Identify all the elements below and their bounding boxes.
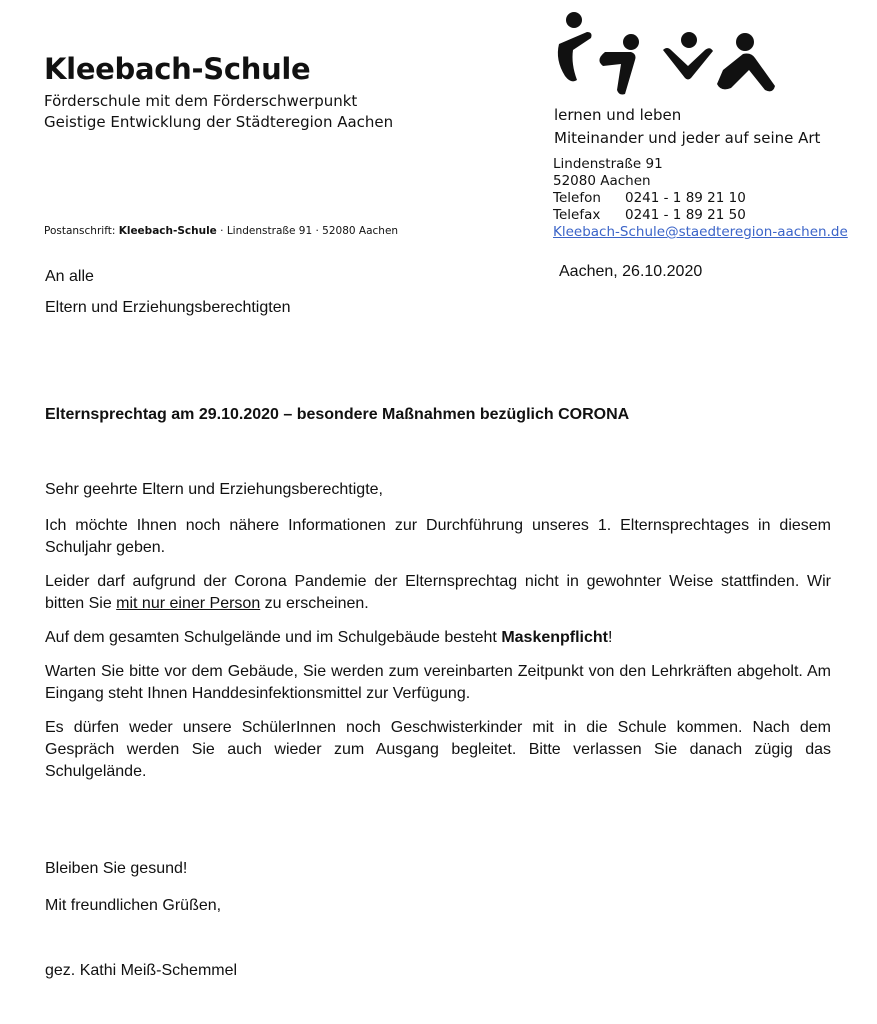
postal-street-city: · Lindenstraße 91 · 52080 Aachen [220, 225, 399, 237]
contact-block [553, 156, 848, 241]
paragraph-waiting: Warten Sie bitte vor dem Gebäude, Sie werden zum vereinbarten Zeitpunkt von den Lehrkräften abgeholt. Am Eingang steht Ihnen Handdesinfektionsmittel zur Verfügung. [45, 663, 831, 702]
contact-phone-row [553, 190, 848, 207]
school-subtitle-line1: Förderschule mit dem Förderschwerpunkt [44, 92, 358, 110]
four-figures-logo-icon [555, 8, 780, 96]
phone-number: 0241 - 1 89 21 10 [625, 190, 746, 206]
letter-date: Aachen, 26.10.2020 [559, 263, 703, 280]
school-subtitle-line2: Geistige Entwicklung der Städteregion Aachen [44, 113, 394, 131]
recipient-block [45, 261, 291, 323]
recipient-line1: An alle [45, 268, 94, 285]
letter-subject: Elternsprechtag am 29.10.2020 – besondere Maßnahmen bezüglich CORONA [45, 406, 630, 423]
email-link[interactable]: Kleebach-Schule@staedteregion-aachen.de [553, 224, 848, 240]
closing-block [45, 850, 221, 924]
paragraph-mask [45, 627, 831, 649]
paragraph-info: Ich möchte Ihnen noch nähere Informationen zur Durchführung unseres 1. Elternsprechtages in diesem Schuljahr geben. [45, 517, 831, 556]
paragraph-one-person [45, 571, 831, 615]
paragraph-siblings: Es dürfen weder unsere SchülerInnen noch Geschwisterkinder mit in die Schule kommen. Nach dem Gespräch werden Sie auch wieder zum Ausgang begleitet. Bitte verlassen Sie danach zügig das Schulgelände. [45, 719, 831, 780]
contact-fax-row [553, 207, 848, 224]
closing-line2: Mit freundlichen Grüßen, [45, 897, 222, 914]
p3-text-after: ! [608, 629, 613, 646]
p3-text-before: Auf dem gesamten Schulgelände und im Schulgebäude besteht [45, 629, 502, 646]
contact-street: Lindenstraße 91 [553, 156, 663, 172]
letter-body [45, 479, 831, 795]
postal-address [44, 225, 398, 237]
p3-bold: Maskenpflicht [501, 629, 608, 646]
motto-line1: lernen und leben [554, 106, 682, 124]
closing-line1: Bleiben Sie gesund! [45, 860, 188, 877]
fax-label: Telefax [553, 207, 601, 223]
contact-city: 52080 Aachen [553, 173, 651, 189]
school-name: Kleebach-Schule [44, 52, 311, 86]
school-subtitle [44, 91, 393, 133]
p2-text-after: zu erscheinen. [260, 595, 369, 612]
p2-text-before: Leider darf aufgrund der Corona Pandemie der Elternsprechtag nicht in gewohnter Weise stattfinden. Wir bitten Sie [45, 573, 831, 612]
phone-label: Telefon [553, 190, 601, 206]
fax-number: 0241 - 1 89 21 50 [625, 207, 746, 223]
salutation: Sehr geehrte Eltern und Erziehungsberechtigte, [45, 481, 383, 498]
p2-underlined: mit nur einer Person [116, 595, 261, 612]
motto-line2: Miteinander und jeder auf seine Art [554, 129, 821, 147]
postal-school-name: Kleebach-Schule [118, 225, 217, 237]
school-motto [554, 104, 820, 150]
recipient-line2: Eltern und Erziehungsberechtigten [45, 299, 291, 316]
postal-prefix: Postanschrift: [44, 225, 116, 237]
signature: gez. Kathi Meiß-Schemmel [45, 962, 238, 979]
